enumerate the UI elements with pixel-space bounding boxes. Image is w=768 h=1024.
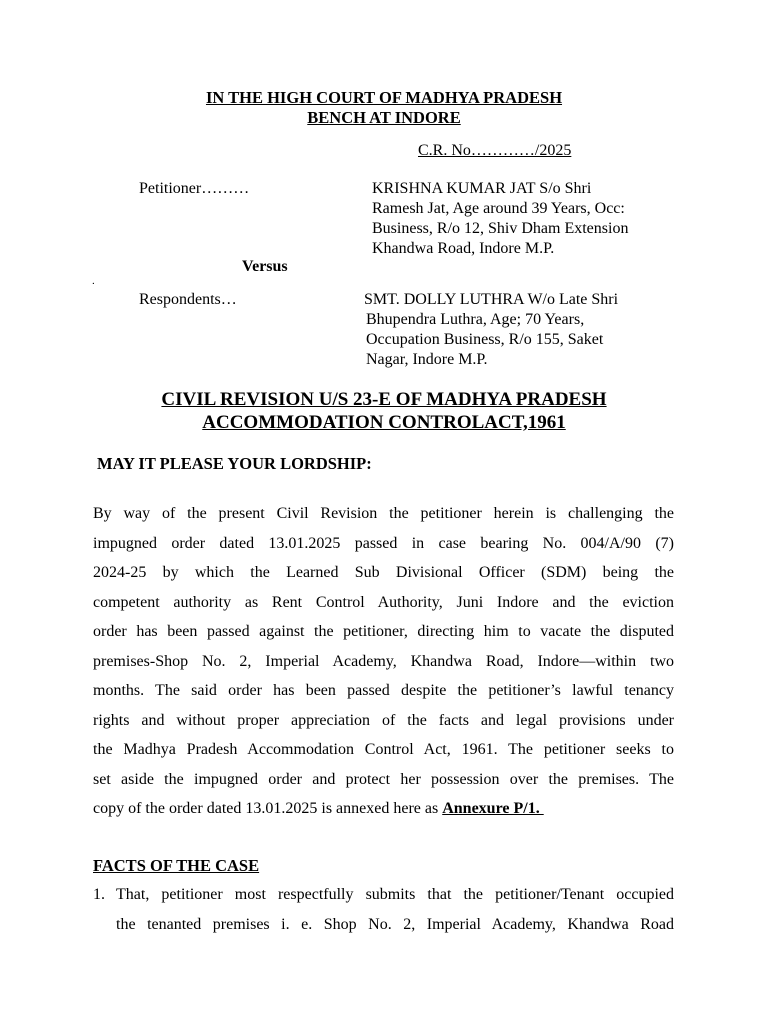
facts-heading: FACTS OF THE CASE: [93, 856, 260, 875]
paragraph-line: set aside the impugned order and protect her possession over the premises. The: [93, 770, 674, 788]
paragraph-line: months. The said order has been passed despite the petitioner’s lawful tenancy: [93, 682, 674, 699]
petitioner-line: Business, R/o 12, Shiv Dham Extension: [372, 220, 629, 237]
annexure-prefix: copy of the order dated 13.01.2025 is annexed here as: [93, 800, 443, 817]
fact-item-body: [116, 880, 674, 939]
petitioner-line: Khandwa Road, Indore M.P.: [372, 240, 555, 257]
paragraph-line: premises-Shop No. 2, Imperial Academy, Khandwa Road, Indore—within two: [93, 652, 674, 670]
versus-label: Versus: [242, 258, 288, 275]
salutation: MAY IT PLEASE YOUR LORDSHIP:: [97, 454, 372, 473]
fact-item-number: 1.: [93, 886, 105, 903]
court-bench: BENCH AT INDORE: [307, 108, 461, 127]
annexure-reference: Annexure P/1.: [442, 800, 544, 817]
paragraph-last-line: [93, 794, 674, 824]
respondent-line: Bhupendra Luthra, Age; 70 Years,: [366, 311, 585, 328]
petitioner-line: KRISHNA KUMAR JAT S/o Shri: [372, 180, 592, 197]
petitioner-details: [372, 179, 628, 259]
intro-paragraph: [93, 499, 674, 824]
fact-item-line: the tenanted premises i. e. Shop No. 2, Imperial Academy, Khandwa Road: [116, 915, 674, 933]
respondent-line: Nagar, Indore M.P.: [366, 351, 488, 368]
respondent-line: SMT. DOLLY LUTHRA W/o Late Shri: [364, 291, 619, 308]
fact-item-line: That, petitioner most respectfully submits that the petitioner/Tenant occupied: [116, 886, 674, 903]
paragraph-line: rights and without proper appreciation of the facts and legal provisions under: [93, 711, 674, 729]
respondent-details: [364, 290, 618, 370]
revision-title-line1: CIVIL REVISION U/S 23-E OF MADHYA PRADESH: [161, 389, 607, 410]
respondent-line: Occupation Business, R/o 155, Saket: [366, 331, 604, 348]
revision-title-line2: ACCOMMODATION CONTROLACT,1961: [202, 412, 566, 433]
petitioner-line: Ramesh Jat, Age around 39 Years, Occ:: [372, 200, 625, 217]
paragraph-line: competent authority as Rent Control Authority, Juni Indore and the eviction: [93, 593, 674, 611]
paragraph-line: 2024-25 by which the Learned Sub Divisional Officer (SDM) being the: [93, 564, 674, 581]
respondent-label: Respondents…: [139, 291, 237, 308]
case-number: C.R. No…………/2025: [418, 142, 572, 159]
paragraph-line: order has been passed against the petitioner, directing him to vacate the disputed: [93, 623, 674, 640]
petitioner-label: Petitioner………: [139, 180, 250, 197]
paragraph-line: impugned order dated 13.01.2025 passed in case bearing No. 004/A/90 (7): [93, 534, 674, 552]
paragraph-line: By way of the present Civil Revision the petitioner herein is challenging the: [93, 505, 674, 522]
court-name: IN THE HIGH COURT OF MADHYA PRADESH: [205, 88, 563, 107]
paragraph-line: the Madhya Pradesh Accommodation Control Act, 1961. The petitioner seeks to: [93, 741, 674, 758]
stray-mark: .: [92, 275, 95, 287]
